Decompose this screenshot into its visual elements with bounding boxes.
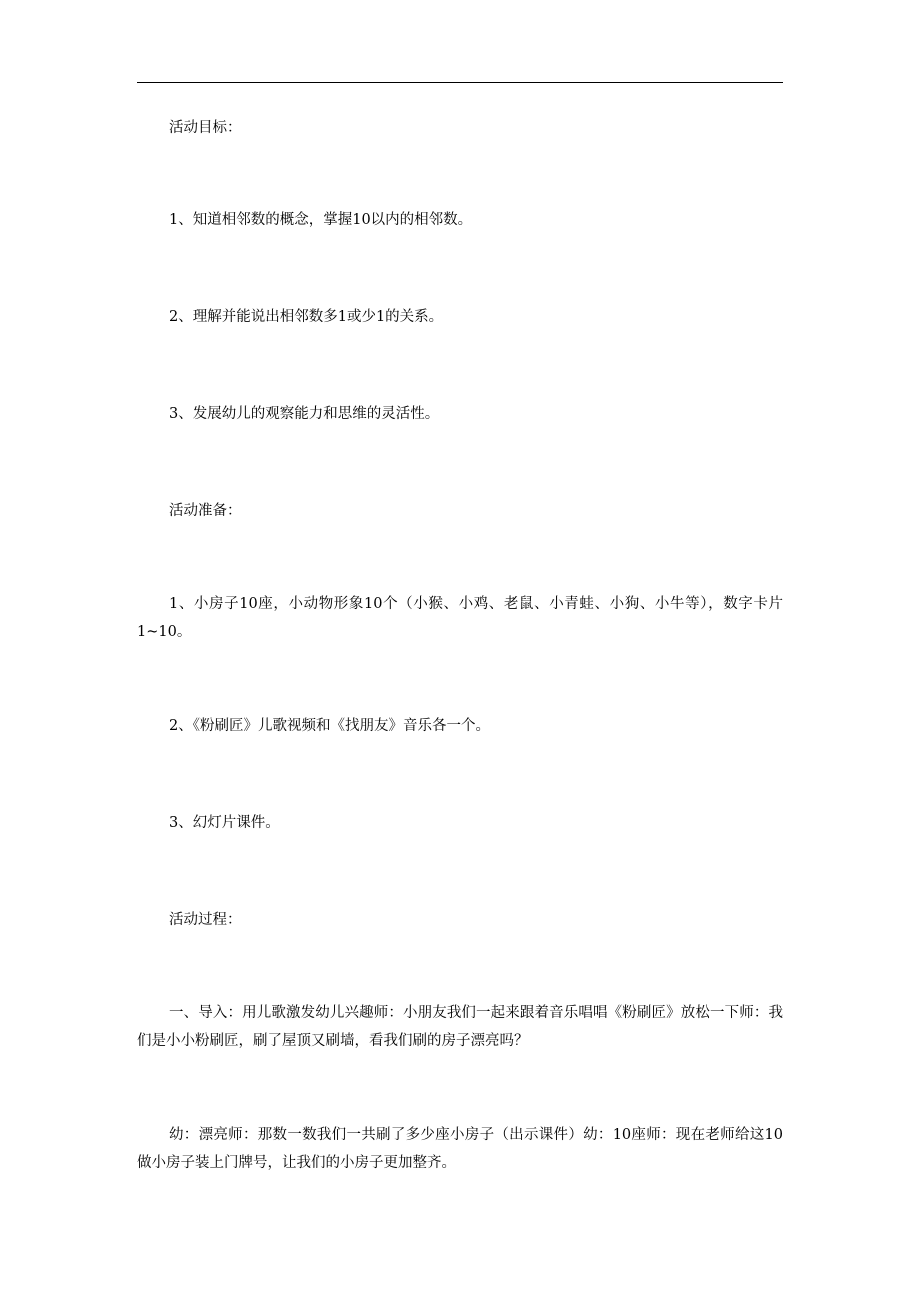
preparation-item-2: 2、《粉刷匠》儿歌视频和《找朋友》音乐各一个。 — [169, 718, 490, 734]
heading-activity-process: 活动过程： — [169, 912, 242, 928]
process-paragraph-1: 一、导入：用儿歌激发幼儿兴趣师：小朋友我们一起来跟着音乐唱唱《粉刷匠》放松一下师：我们是小小粉刷匠，刷了屋顶又刷墙，看我们刷的房子漂亮吗？ — [137, 1005, 783, 1049]
header-rule — [137, 82, 783, 83]
goal-item-3: 3、发展幼儿的观察能力和思维的灵活性。 — [169, 406, 440, 422]
process-paragraph-2: 幼：漂亮师：那数一数我们一共刷了多少座小房子（出示课件）幼：10座师：现在老师给这10做小房子装上门牌号，让我们的小房子更加整齐。 — [137, 1127, 783, 1171]
heading-activity-preparation: 活动准备： — [169, 503, 242, 519]
goal-item-1: 1、知道相邻数的概念，掌握10以内的相邻数。 — [169, 212, 473, 228]
goal-item-2: 2、理解并能说出相邻数多1或少1的关系。 — [169, 309, 444, 325]
preparation-item-3: 3、幻灯片课件。 — [169, 815, 280, 831]
heading-activity-goals: 活动目标： — [169, 120, 242, 136]
preparation-item-1: 1、小房子10座，小动物形象10个（小猴、小鸡、老鼠、小青蛙、小狗、小牛等），数字卡片1~10。 — [137, 596, 783, 640]
